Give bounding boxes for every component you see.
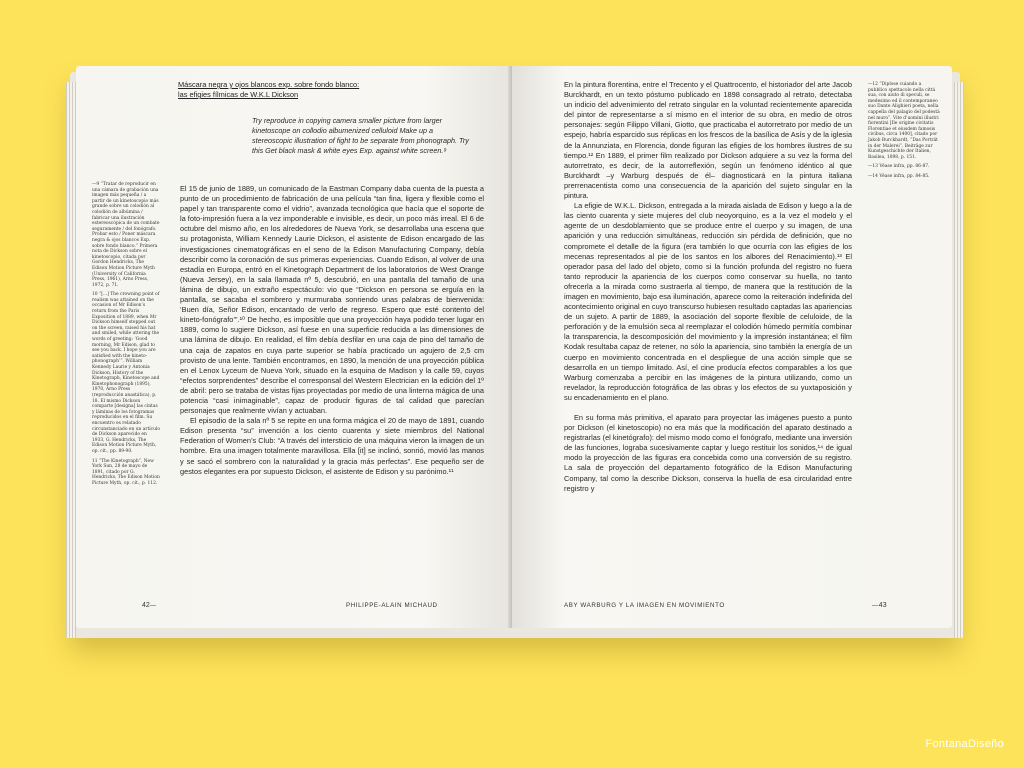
right-page — [512, 66, 952, 628]
right-footnotes — [868, 82, 940, 184]
body-paragraph: La efigie de W.K.L. Dickson, entregada a la mirada aislada de Edison y luego a la de las ciento cuarenta y siete mujeres del club neoyorquino, es a la vez el modelo y el agente de un desdoblamiento que se produce entre el cuerpo y su imagen, de una aparición y una reducción simultáneas, reducción sin pérdida de definición, que no compromete el detalle de la figura (era también lo que ocurría con las efigies de los mecenas representados al pie de los santos en los albores del Renacimiento).¹³ El operador pasa del lado del objeto, como si la función profunda del registro no fuera tanto reproducir la apariencia de los cuerpos como conservar su huella, no tanto ofrecerla a la mirada como sustraerla al tiempo, de manera que la restitución de la imagen en movimiento, bajo esa iluminación, aparece como la reiteración indefinida del acontecimiento original en cuyo transcurso hubiesen resultado captadas las apariencias de un sujeto. A partir de 1889, la asociación del soporte flexible de celuloide, de la perforación y de la emulsión seca al reemplazar el colodión húmedo permitía combinar la transparencia, la descomposición del movimiento y la impresión instantánea; el film Kodak resultaba capaz de retener, no sólo la apariencia, sino también la energía de un cuerpo en movimiento concentrada en el despliegue de una acción simple que se desarrolla en un tiempo limitado. Así, el cine producía efectos comparables a los que Warburg comenzaba a percibir en las imágenes de la pintura utilizando, como un revelador, la reproducción fotográfica de las obras y los efectos de su yuxtaposición y su encadenamiento en el plano. — [564, 201, 852, 402]
right-page-edges — [954, 82, 964, 638]
heading-line-2: las efigies fílmicas de W.K.L Dickson — [178, 90, 299, 99]
left-body-text — [180, 184, 484, 592]
body-paragraph: El episodio de la sala nº 5 se repite en una forma mágica el 20 de mayo de 1891, cuando Edison presenta “su” invención a los ciento cuarenta y siete miembros del National Federation of Women’s Club: “A través del intersticio de una máquina vieron la imagen de un hombre. Era una imagen totalmente maravillosa. Ella [it] se inclinó, sonrió, movió las manos y se sacó el sombrero con la naturalidad y la gracia más perfectas”. Ese pequeño ser de gestos elegantes era por supuesto Dickson, el asistente de Edison y su parónimo.¹¹ — [180, 416, 484, 476]
right-folio: —43 — [872, 602, 887, 609]
right-body-text — [564, 80, 852, 592]
left-running-head: PHILIPPE-ALAIN MICHAUD — [346, 602, 438, 609]
body-paragraph: El 15 de junio de 1889, un comunicado de la Eastman Company daba cuenta de la puesta a punto de un procedimiento de fabricación de una película “tan fina, ligera y flexible como el papel y tan transparente como el vidrio”, avanzada tecnológica que hacía que el soporte de la foto-impresión fuera a la vez imponderable e invisible, es decir, un poco más irreal. El 6 de octubre del mismo año, en los alrededores de Nueva York, se desarrollaba una escena que su protagonista, William Kennedy Laurie Dickson, el asistente de Edison encargado de las investigaciones cinematográficas en el seno de la Edison Manufacturing Company, debía describir como la coronación de sus primeras experiencias. Cuando Edison, al volver de una estadía en Europa, entró en el Kinetograph Department de los laboratorios de West Orange (Nueva Jersey), en la sala llamada nº 5, descubrió, en una pantalla del tamaño de una lámina de dibujo, un extraño espectáculo: vio que “Dickson en persona se erguía en la pantalla, se sacaba el sombrero y murmuraba sonriendo unas palabras de bienvenida: ‘Buen día, Señor Edison, encantado de verlo de regreso. Espero que esté contento del kineto-fonógrafo’”.¹⁰ De hecho, es imposible que una proyección haya podido tener lugar en 1889, como lo sugiere Dickson, así fuese en una superficie reducida a las dimensiones de una lámina de dibujo. En realidad, el film debía desfilar en una caja de pino del tamaño de una caja de zapatos en cuya parte superior se había practicado un agujero de 2,5 cm provisto de una lente. También encontramos, en 1890, la mención de una proyección pública en el Lenox Lyceum de Nueva York, situado en la esquina de Madison y la calle 59, cuyos “efectos sorprendentes” describe el corresponsal del Western Electrician en la edición del 1º de abril: pero se trataba de vistas fijas proyectadas por medio de una linterna mágica de una potencia “casi inimaginable”, capaz de producir figuras de tal calidad que parecían personajes que realmente vivían y actuaban. — [180, 184, 484, 416]
epigraph: Try reproduce in copying camera smaller picture from larger kinetoscope on collodio albumenized celluloid Make up a stereoscopic illustration of fight to be separate from phonograph. Try this Get black mask & white eyes Exp. against white screen.⁹ — [252, 116, 469, 156]
open-book — [70, 66, 960, 636]
left-footnotes — [92, 182, 160, 490]
footnote-14: —14 Véase infra, pp. 84-85. — [868, 173, 930, 179]
body-paragraph: En la pintura florentina, entre el Trecento y el Quattrocento, el historiador del arte Jacob Burckhardt, en un texto póstumo publicado en 1898 consagrado al retrato, detectaba un indicio del advenimiento del retrato singular en la voluntad recientemente aparecida del pintor de representarse a sí mismo en el interior de su obra, en medio de otros personajes: según Filippo Villani, Giotto, que practicaba el autorretrato por medio de un espejo, habría esparcido sus réplicas en los frescos de la basílica de Asís y de la iglesia de la Annunziata, en Florencia, donde figuran las efigies de los hombres ilustres de su tiempo.¹² En 1889, el primer film realizado por Dickson adquiere a su vez la forma del autorretrato, es decir, de la autorreflexión, según un fenómeno idéntico al que Burckhardt –y Warburg después de él– diagnosticará en la pintura italiana prerrenacentista como una consecuencia de la aparición del sujeto singular en la pintura. — [564, 80, 852, 201]
footnote-9: —9 “Tratar de reproducir en una cámara de grabación una imagen más pequeña / a partir de un kinetoscopio más grande sobre un colodión al colodión de albúmina / fabricar una ilustración estereoscópica de un combate seguramente / del fonógrafo. Probar esto / Poner máscara negra & ojos blancos Exp. sobre fondo blanco.” Primera nota de Dickson sobre el kinetoscopio, citada por Gordon Hendricks, The Edison Motion Picture Myth (University of California Press, 1961), Arno Press, 1972, p. 71. — [92, 182, 160, 288]
left-page — [76, 66, 512, 628]
page-number: 43 — [878, 602, 887, 609]
right-running-head: ABY WARBURG Y LA IMAGEN EN MOVIMIENTO — [564, 602, 725, 609]
footnote-13: —13 Véase infra, pp. 86-87. — [868, 164, 930, 170]
footnote-11: 11 “The Kinetograph”, New York Sun, 28 de mayo de 1891, citado por G. Hendricks, The Edison Motion Picture Myth, op. cit., p. 112. — [92, 458, 160, 486]
left-folio: 42— — [142, 602, 157, 609]
heading-line-1: Máscara negra y ojos blancos exp. sobre fondo blanco: — [178, 80, 360, 89]
photographer-watermark: FontanaDiseño — [925, 738, 1004, 750]
footnote-10: 10 “[...] The crowning point of realism was attained on the occasion of Mr Edison’s return from the Paris Exposition of 1889, when Mr Dickson himself stepped out on the screen, raised his hat and smiled, while uttering the words of greeting: ‘Good morning, Mr Edison, glad to see you back. I hope you are satisfied with the kineto-phonograph’”. William Kennedy Laurie y Antonia Dickson, History of the Kinetograph, Kinetoscope and Kinetophonograph (1895), 1970, Arno Press (reproducción anastática), p. 18. El mismo Dickson comparte [designa] las cintas y láminas de los fotogramas reproducidos en el film. Su encuentro es relatado circunstanciado en un artículo de Dickson aparecido en 1933, G. Hendricks, The Edison Motion Picture Myth, op. cit., pp. 89-90. — [92, 292, 160, 454]
left-page-edges — [66, 82, 76, 638]
body-paragraph: En su forma más primitiva, el aparato para proyectar las imágenes puesto a punto por Dickson (el kinetoscopio) no era más que la modificación del aparato destinado a registrarlas (el kinetógrafo): del mismo modo como el fonógrafo, mediante una inversión de las funciones, lograba sucesivamente captar y luego restituir los sonidos,¹⁴ de igual modo la proyección de las figuras era concebida como una conversión de su registro. La sala de proyección del departamento fotográfico de la Edison Manufacturing Company, tal como la describe Dickson, conserva la huella de esa circularidad entre registro y — [564, 413, 852, 493]
page-number: 42 — [142, 602, 150, 609]
section-heading — [178, 80, 418, 100]
footnote-12: —12 “Diplose cuiando a pubblico spettacolo nella cittá sua, con aiuto di speculi, se medesimo ed il contemporaneo suo Dante Alighieri poeta, nella cappella del palagio del podestà nel muro”. Vite d’uomini illustri fiorentini [Ile origine civitatis Florentiae et eiusdem famosis civibus, circa 1400], citado por Jakob Burckhardt, “Das Porträt in der Malerei”, Beiträge zur Kunstgeschichte der Italien, Basilea, 1898, p. 151. — [868, 82, 940, 160]
